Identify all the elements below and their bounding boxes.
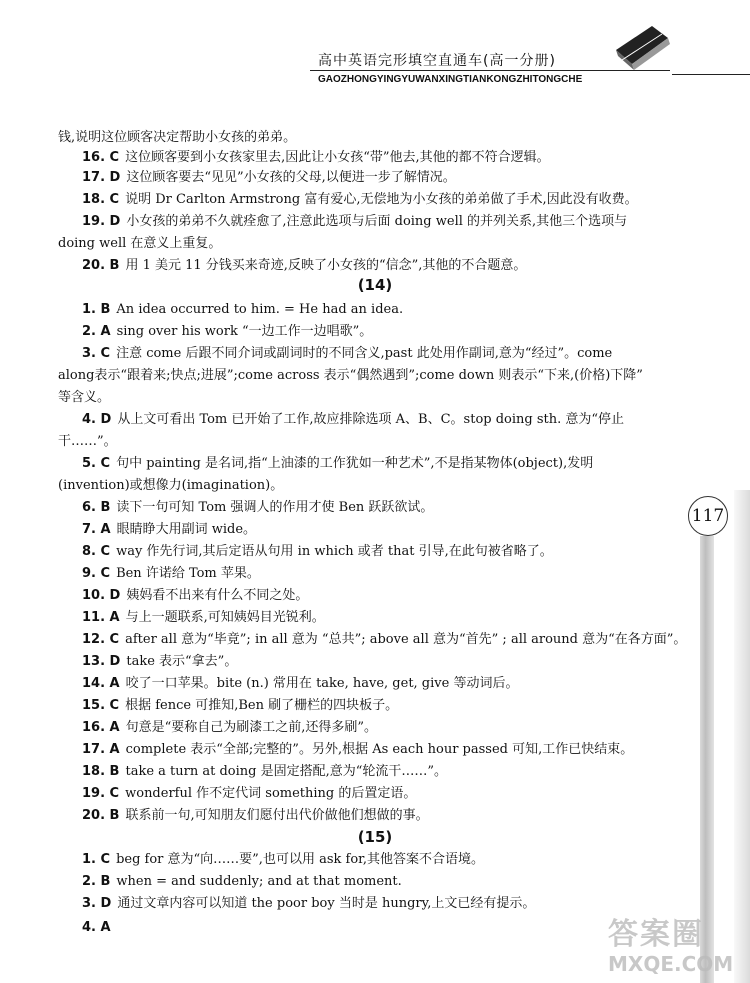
watermark-logo [608, 918, 748, 980]
answer-text: way 作先行词,其后定语从句用 in which 或者 that 引导,在此句被省略了。 [116, 544, 553, 559]
answer-number: 11. A [82, 610, 120, 625]
answer-line [82, 630, 722, 650]
answer-text: An idea occurred to him. = He had an idea. [116, 302, 404, 317]
answer-number: 18. C [82, 192, 120, 207]
answer-text: 这位顾客要到小女孩家里去,因此让小女孩“带”他去,其他的都不符合逻辑。 [125, 150, 550, 165]
answer-number: 14. A [82, 676, 120, 691]
answer-number: 10. D [82, 588, 121, 603]
answer-continuation-line [58, 388, 698, 408]
answer-text: 联系前一句,可知朋友们愿付出代价做他们想做的事。 [125, 808, 429, 823]
answer-text: 小女孩的弟弟不久就痊愈了,注意此选项与后面 doing well 的并列关系,其他三个选项与 [126, 214, 628, 229]
answer-line [82, 168, 722, 188]
answer-number: 6. B [82, 500, 111, 515]
section-heading: (15) [357, 828, 393, 846]
answer-line [82, 850, 722, 870]
section-heading: (14) [357, 276, 393, 294]
book-title-pinyin: GAOZHONGYINGYUWANXINGTIANKONGZHITONGCHE [318, 74, 583, 85]
answer-number: 9. C [82, 566, 111, 581]
answer-line [82, 322, 722, 342]
answer-number: 19. C [82, 786, 120, 801]
answer-line [82, 806, 722, 826]
answer-text: when = and suddenly; and at that moment. [116, 874, 402, 889]
answer-number: 17. D [82, 170, 121, 185]
answer-text: doing well 在意义上重复。 [58, 236, 222, 251]
answer-number: 8. C [82, 544, 111, 559]
answer-text: beg for 意为“向……要”,也可以用 ask for,其他答案不合语境。 [116, 852, 485, 867]
answer-text: (invention)或想像力(imagination)。 [58, 478, 284, 493]
watermark-text-bottom: MXQE.COM [608, 952, 734, 976]
answer-text: Ben 许诺给 Tom 苹果。 [116, 566, 260, 581]
answer-text: take 表示“拿去”。 [126, 654, 238, 669]
answer-number: 19. D [82, 214, 121, 229]
answer-line [82, 498, 722, 518]
answer-line [82, 872, 722, 892]
answer-continuation-line [58, 476, 698, 496]
answer-text: complete 表示“全部;完整的”。另外,根据 As each hour passed 可知,工作已快结束。 [125, 742, 634, 757]
answer-continuation-line [58, 366, 698, 386]
page-edge-shadow-outer [734, 490, 750, 983]
answer-text: 根据 fence 可推知,Ben 刷了栅栏的四块板子。 [125, 698, 399, 713]
page-number: 117 [688, 496, 728, 536]
answer-line [82, 300, 722, 320]
answer-line [82, 718, 722, 738]
answer-text: 说明 Dr Carlton Armstrong 富有爱心,无偿地为小女孩的弟弟做了手术,因此没有收费。 [125, 192, 638, 207]
answer-text: along表示“跟着来;快点;进展”;come across 表示“偶然遇到”;come down 则表示“下来,(价格)下降” [58, 368, 643, 383]
answer-text: 眼睛睁大用副词 wide。 [116, 522, 257, 537]
answer-continuation-line [58, 128, 698, 148]
answer-number: 20. B [82, 258, 120, 273]
answer-number: 3. D [82, 896, 112, 911]
answer-number: 2. A [82, 324, 111, 339]
answer-text: 干……”。 [58, 434, 117, 449]
answer-text: wonderful 作不定代词 something 的后置定语。 [125, 786, 417, 801]
answer-line [82, 608, 722, 628]
answer-text: 通过文章内容可以知道 the poor boy 当时是 hungry,上文已经有提示。 [117, 896, 536, 911]
answer-number: 1. C [82, 852, 111, 867]
answer-text: 句意是“要称自己为刷漆工之前,还得多刷”。 [125, 720, 378, 735]
answer-line [82, 740, 722, 760]
answer-text: 从上文可看出 Tom 已开始了工作,故应排除选项 A、B、C。stop doing sth. 意为“停止 [117, 412, 625, 427]
answer-line [82, 894, 722, 914]
answer-number: 4. D [82, 412, 112, 427]
answer-line [82, 256, 722, 276]
answer-line [82, 148, 722, 168]
answer-text: 姨妈看不出来有什么不同之处。 [126, 588, 309, 603]
answer-text: 与上一题联系,可知姨妈目光锐利。 [125, 610, 325, 625]
answer-number: 17. A [82, 742, 120, 757]
answer-number: 5. C [82, 456, 111, 471]
answer-line [82, 564, 722, 584]
answer-text: 注意 come 后跟不同介词或副词时的不同含义,past 此处用作副词,意为“经过”。come [116, 346, 613, 361]
answer-text: after all 意为“毕竟”; in all 意为 “总共”; above all 意为“首先” ; all around 意为“在各方面”。 [125, 632, 687, 647]
answer-text: 咬了一口苹果。bite (n.) 常用在 take, have, get, give 等动词后。 [125, 676, 519, 691]
answer-number: 13. D [82, 654, 121, 669]
answer-line [82, 784, 722, 804]
answer-number: 16. A [82, 720, 120, 735]
answer-continuation-line [58, 432, 698, 452]
watermark-text-top: 答案圈 [608, 917, 704, 952]
answer-text: 句中 painting 是名词,指“上油漆的工作犹如一种艺术”,不是指某物体(object),发明 [116, 456, 594, 471]
answer-line [82, 674, 722, 694]
answer-line [82, 762, 722, 782]
answer-line [82, 454, 722, 474]
answer-text: 等含义。 [58, 390, 111, 405]
answer-text: 这位顾客要去“见见”小女孩的父母,以便进一步了解情况。 [126, 170, 456, 185]
answer-number: 12. C [82, 632, 120, 647]
answer-text: take a turn at doing 是固定搭配,意为“轮流干……”。 [125, 764, 448, 779]
answer-number: 3. C [82, 346, 111, 361]
answer-line [82, 190, 722, 210]
answer-line [82, 696, 722, 716]
book-title: 高中英语完形填空直通车(高一分册) [318, 53, 556, 69]
answer-line [82, 410, 722, 430]
answer-number: 4. A [82, 920, 111, 935]
answer-line [82, 344, 722, 364]
answer-continuation-line [58, 234, 698, 254]
answer-text: 用 1 美元 11 分钱买来奇迹,反映了小女孩的“信念”,其他的不合题意。 [125, 258, 527, 273]
answer-number: 16. C [82, 150, 120, 165]
answer-line [82, 586, 722, 606]
answer-text: 钱,说明这位顾客决定帮助小女孩的弟弟。 [58, 130, 297, 145]
page-edge-shadow [700, 536, 714, 983]
answer-text: 读下一句可知 Tom 强调人的作用才使 Ben 跃跃欲试。 [116, 500, 434, 515]
answer-line [82, 542, 722, 562]
answer-number: 20. B [82, 808, 120, 823]
answer-text: sing over his work “一边工作一边唱歌”。 [116, 324, 373, 339]
answer-number: 2. B [82, 874, 111, 889]
answer-line [82, 652, 722, 672]
answer-line [82, 520, 722, 540]
answer-line [82, 212, 722, 232]
answer-number: 1. B [82, 302, 111, 317]
answer-number: 15. C [82, 698, 120, 713]
answer-number: 18. B [82, 764, 120, 779]
answer-number: 7. A [82, 522, 111, 537]
